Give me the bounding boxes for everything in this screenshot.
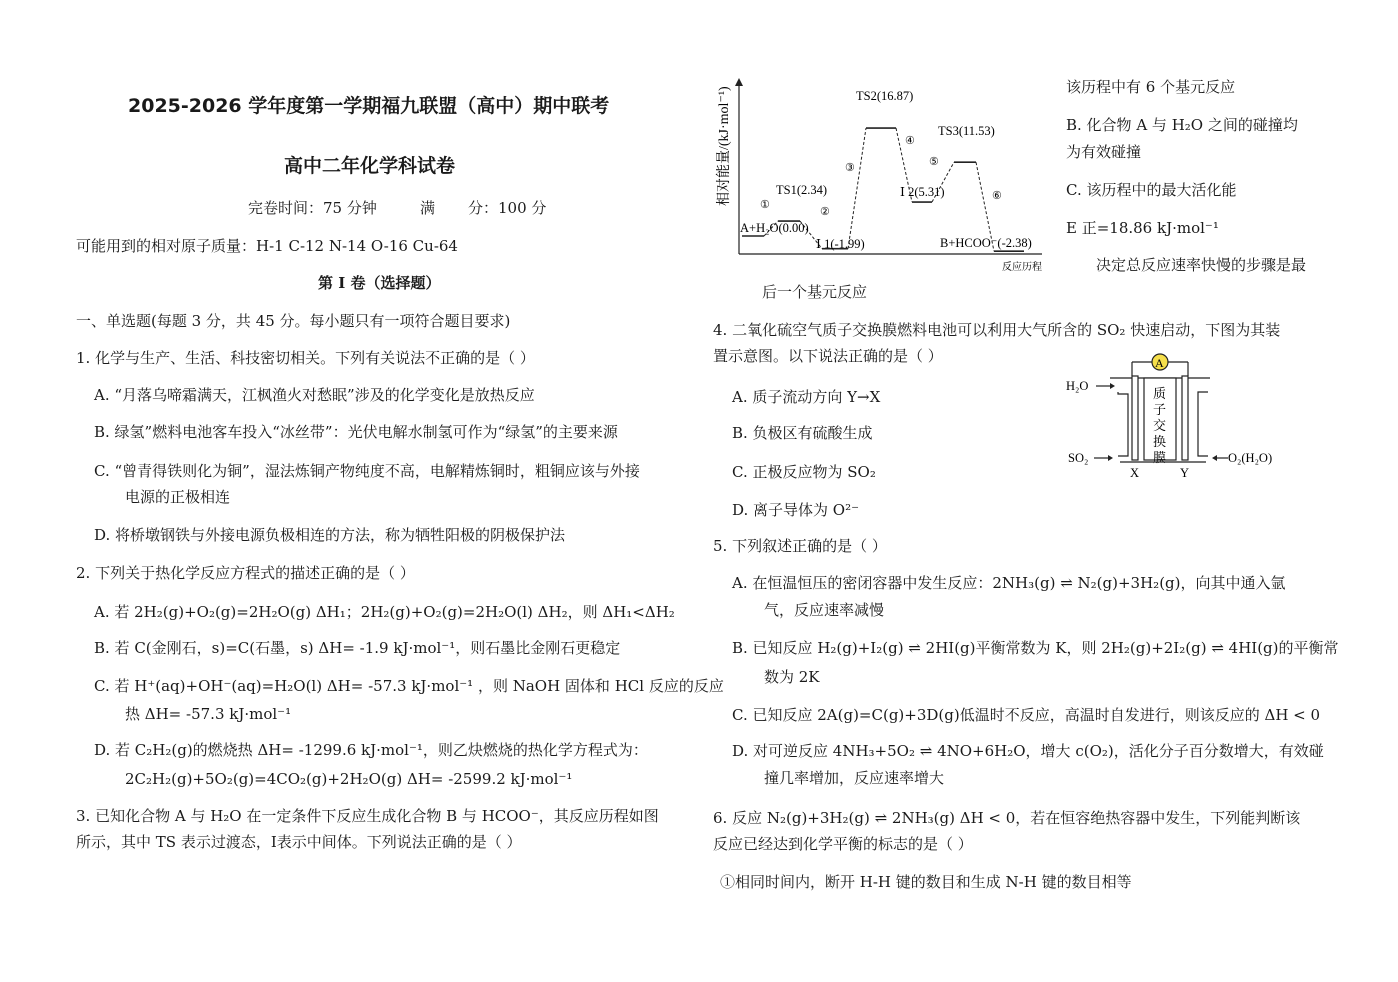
q2-option-a: A. 若 2H₂(g)+O₂(g)=2H₂O(g) ΔH₁；2H₂(g)+O₂(g)=2H₂O(l) ΔH₂，则 ΔH₁<ΔH₂ — [94, 603, 675, 621]
o2-inlet-arrowhead — [1212, 455, 1217, 461]
h2o-inlet-arrowhead — [1110, 383, 1115, 389]
q4-option-a: A. 质子流动方向 Y→X — [732, 388, 881, 406]
electrode-y-label: Y — [1180, 466, 1190, 480]
label-end: B+HCOO⁻(-2.38) — [940, 236, 1032, 250]
q5-option-d: D. 对可逆反应 4NH₃+5O₂ ⇌ 4NO+6H₂O，增大 c(O₂)，活化分子百分数增大，有效碰 — [732, 742, 1324, 760]
label-ts1: TS1(2.34) — [776, 183, 828, 197]
connector-3 — [848, 128, 866, 249]
h2o-inlet-label: H₂O — [1066, 379, 1089, 393]
q4-option-c: C. 正极反应物为 SO₂ — [732, 463, 876, 481]
exam-score-label: 满 — [420, 199, 436, 217]
exam-score-value: 分：100 分 — [468, 199, 547, 217]
q1-option-a: A. “月落乌啼霜满天，江枫渔火对愁眠”涉及的化学变化是放热反应 — [94, 386, 535, 404]
section-title: 第 I 卷（选择题） — [318, 274, 441, 292]
q3-option-b: B. 化合物 A 与 H₂O 之间的碰撞均 — [1066, 116, 1298, 134]
membrane-char-4: 换 — [1153, 434, 1167, 449]
right-chamber — [1198, 392, 1208, 456]
q4-stem-cont: 置示意图。以下说法正确的是（ ） — [713, 347, 943, 365]
q5-option-b: B. 已知反应 H₂(g)+I₂(g) ⇌ 2HI(g)平衡常数为 K，则 2H₂(g)+2I₂(g) ⇌ 4HI(g)的平衡常 — [732, 639, 1339, 657]
membrane-char-2: 子 — [1153, 402, 1167, 417]
q1-stem: 1. 化学与生产、生活、科技密切相关。下列有关说法不正确的是（ ） — [76, 349, 535, 367]
x-axis-label: 反应历程 — [1002, 262, 1042, 273]
q6-item-1: ①相同时间内，断开 H-H 键的数目和生成 N-H 键的数目相等 — [720, 873, 1132, 891]
q6-stem: 6. 反应 N₂(g)+3H₂(g) ⇌ 2NH₃(g) ΔH < 0，若在恒容绝热容器中发生，下列能判断该 — [713, 809, 1301, 827]
exam-time: 完卷时间：75 分钟 — [248, 199, 377, 217]
label-ts3: TS3(11.53) — [938, 124, 995, 138]
q3-option-c-cont: E 正=18.86 kJ·mol⁻¹ — [1066, 219, 1219, 237]
q2-option-d-cont: 2C₂H₂(g)+5O₂(g)=4CO₂(g)+2H₂O(g) ΔH= -2599.2 kJ·mol⁻¹ — [125, 770, 573, 788]
membrane-char-5: 膜 — [1153, 450, 1167, 465]
q5-option-d-cont: 撞几率增加，反应速率增大 — [764, 769, 945, 787]
q5-option-a: A. 在恒温恒压的密闭容器中发生反应：2NH₃(g) ⇌ N₂(g)+3H₂(g)，向其中通入氩 — [732, 574, 1286, 592]
membrane-char-3: 交 — [1153, 418, 1167, 433]
q1-option-b: B. 绿氢”燃料电池客车投入“冰丝带”：光伏电解水制氢可作为“绿氢”的主要来源 — [94, 423, 618, 441]
label-i2: Ⅰ 2(5.31) — [900, 185, 945, 199]
electrode-y — [1182, 376, 1188, 460]
q2-option-c: C. 若 H⁺(aq)+OH⁻(aq)=H₂O(l) ΔH= -57.3 kJ·mol⁻¹ ，则 NaOH 固体和 HCl 反应的反应 — [94, 677, 724, 695]
electrode-x-label: X — [1130, 466, 1140, 480]
q2-option-c-cont: 热 ΔH= -57.3 kJ·mol⁻¹ — [125, 705, 292, 723]
o2-inlet-label: O₂(H₂O) — [1228, 451, 1273, 465]
q5-option-a-cont: 气，反应速率减慢 — [764, 601, 885, 619]
step-1: ① — [760, 199, 770, 211]
q5-option-b-cont: 数为 2K — [764, 668, 820, 686]
energy-profile-diagram — [712, 76, 1052, 276]
q3-stem: 3. 已知化合物 A 与 H₂O 在一定条件下反应生成化合物 B 与 HCOO⁻，其反应历程如图 — [76, 807, 659, 825]
step-3: ③ — [845, 162, 855, 174]
q2-option-d: D. 若 C₂H₂(g)的燃烧热 ΔH= -1299.6 kJ·mol⁻¹，则乙炔燃烧的热化学方程式为： — [94, 741, 648, 759]
label-start: A+H₂O(0.00) — [740, 221, 809, 235]
step-5: ⑤ — [929, 156, 939, 168]
q3-option-d-cont: 后一个基元反应 — [762, 283, 868, 301]
q3-option-a: 该历程中有 6 个基元反应 — [1066, 78, 1236, 96]
so2-inlet-arrowhead — [1108, 455, 1113, 461]
q2-stem: 2. 下列关于热化学反应方程式的描述正确的是（ ） — [76, 564, 415, 582]
exam-title: 2025-2026 学年度第一学期福九联盟（高中）期中联考 — [128, 95, 610, 117]
q3-option-d: 决定总反应速率快慢的步骤是最 — [1096, 256, 1307, 274]
y-axis-label: 相对能量/(kJ·mol⁻¹) — [717, 86, 732, 206]
ammeter-label: A — [1155, 356, 1164, 370]
q1-option-d: D. 将桥墩钢铁与外接电源负极相连的方法，称为牺牲阳极的阴极保护法 — [94, 526, 566, 544]
q5-stem: 5. 下列叙述正确的是（ ） — [713, 537, 887, 555]
step-4: ④ — [905, 135, 915, 147]
q5-option-c: C. 已知反应 2A(g)=C(g)+3D(g)低温时不反应，高温时自发进行，则该反应的 ΔH < 0 — [732, 706, 1321, 724]
atomic-masses: 可能用到的相对原子质量：H-1 C-12 N-14 O-16 Cu-64 — [76, 237, 458, 255]
q4-stem: 4. 二氧化硫空气质子交换膜燃料电池可以利用大气所含的 SO₂ 快速启动，下图为其装 — [713, 321, 1281, 339]
left-chamber — [1118, 392, 1128, 456]
q3-stem-cont: 所示，其中 TS 表示过渡态，Ⅰ表示中间体。下列说法正确的是（ ） — [76, 833, 522, 851]
fuel-cell-diagram — [1060, 348, 1290, 484]
electrode-x — [1132, 376, 1138, 460]
label-i1: Ⅰ 1(-1.99) — [816, 237, 865, 251]
step-2: ② — [820, 206, 830, 218]
so2-inlet-label: SO₂ — [1068, 451, 1089, 465]
section-instructions: 一、单选题(每题 3 分，共 45 分。每小题只有一项符合题目要求) — [76, 312, 511, 330]
step-6: ⑥ — [992, 190, 1002, 202]
q4-option-d: D. 离子导体为 O²⁻ — [732, 501, 860, 519]
q1-option-c-cont: 电源的正极相连 — [125, 488, 231, 506]
q2-option-b: B. 若 C(金刚石，s)=C(石墨，s) ΔH= -1.9 kJ·mol⁻¹，则石墨比金刚石更稳定 — [94, 639, 621, 657]
membrane-char-1: 质 — [1153, 386, 1167, 401]
q3-option-b-cont: 为有效碰撞 — [1066, 143, 1142, 161]
q6-stem-cont: 反应已经达到化学平衡的标志的是（ ） — [713, 835, 973, 853]
q1-option-c: C. “曾青得铁则化为铜”，湿法炼铜产物纯度不高，电解精炼铜时，粗铜应该与外接 — [94, 462, 640, 480]
q4-option-b: B. 负极区有硫酸生成 — [732, 424, 873, 442]
label-ts2: TS2(16.87) — [856, 89, 914, 103]
q3-option-c: C. 该历程中的最大活化能 — [1066, 181, 1237, 199]
exam-subtitle: 高中二年化学科试卷 — [284, 155, 456, 177]
y-axis-arrow — [735, 78, 743, 86]
